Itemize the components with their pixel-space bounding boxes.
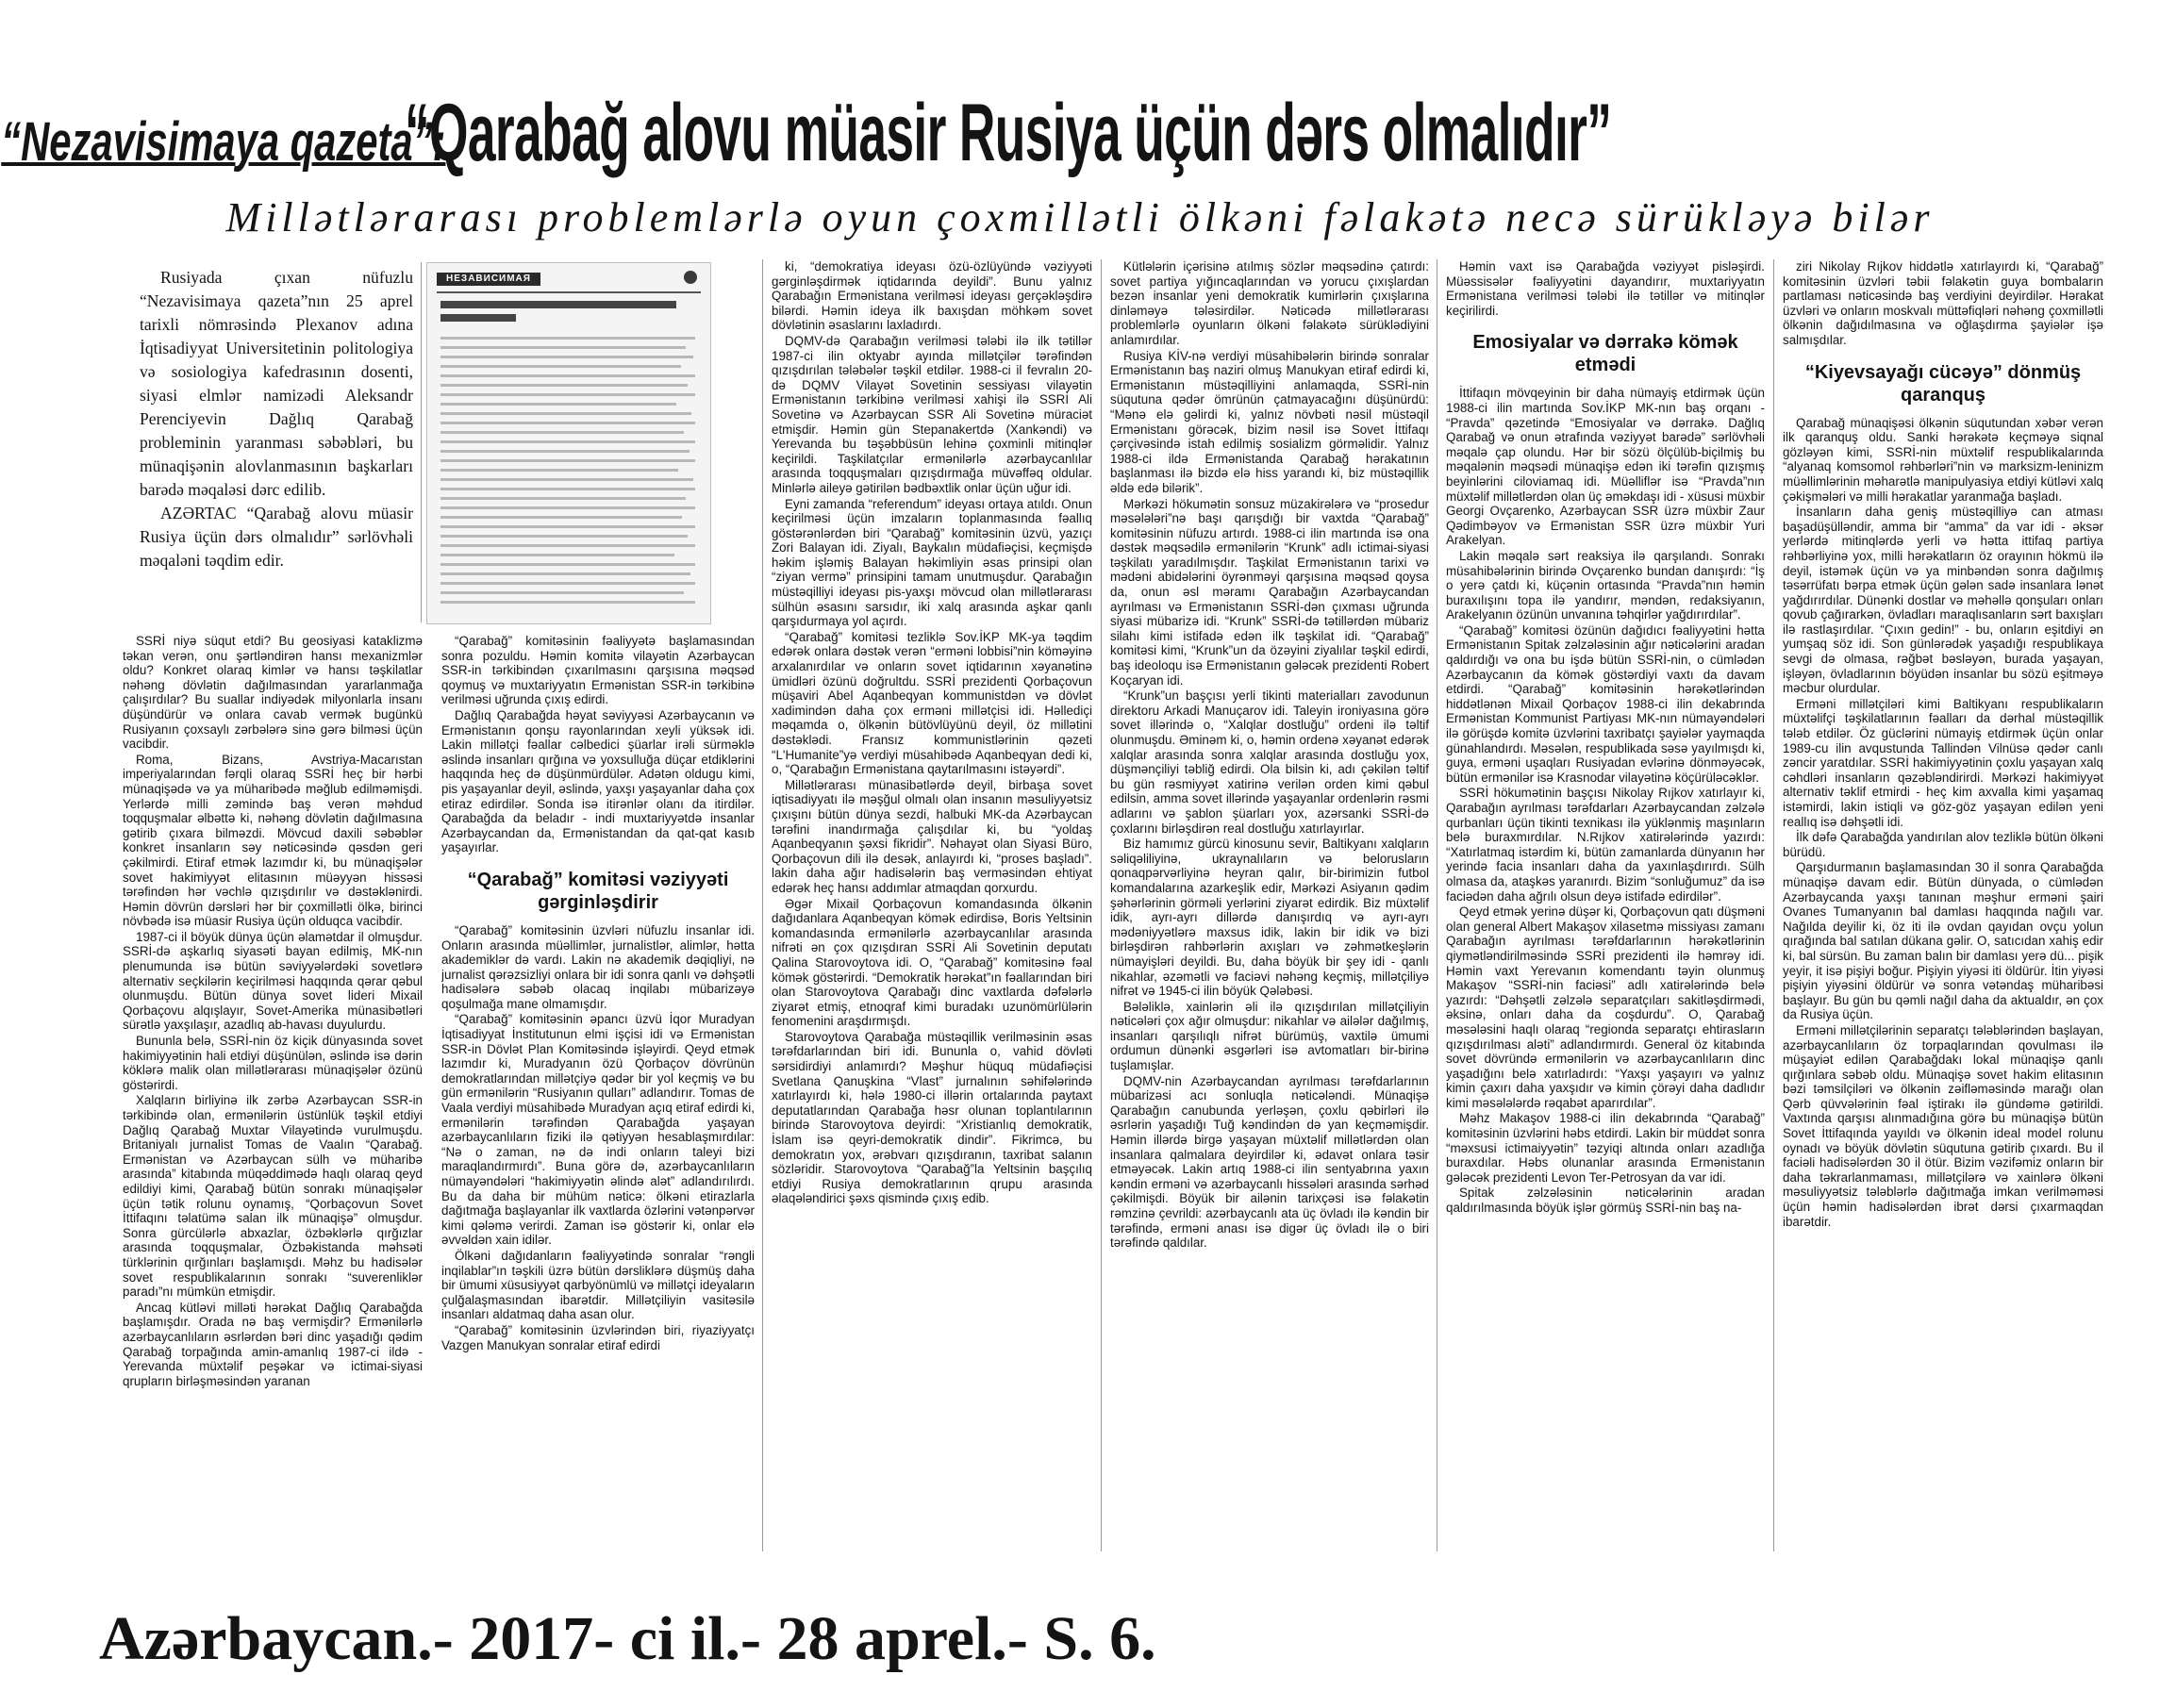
clipping-line (440, 506, 695, 509)
paragraph: SSRİ hökumətinin başçısı Nikolay Rıjkov xatırlayır ki, Qarabağın ayrılması tərəfdarları Azərbaycandan zəlzələ qurbanları üçün tikinti texnikası ilə yüklənmiş maşınların belə buraxmırdılar. N.Rıjkov xatirələrində yazırdı: “Xatırlatmaq istərdim ki, bütün zamanlarda dünyanın hər yerində facia insanları daha da yaxınlaşdırırdı. Sülh olmasa da, ataşkəs yaranırdı. Bizim “sonluğumuz” da isə faciədən daha ağrılı olsun deyə istifadə edirdilər”. (1446, 786, 1765, 904)
clipping-line (440, 403, 676, 406)
paragraph: “Qarabağ” komitəsinin üzvləri nüfuzlu insanlar idi. Onların arasında müəllimlər, jurnalistlər, alimlər, hətta akademiklər də vardı. Lakin nə akademik dəqiqliyi, nə jurnalist qərəzsizliyi onlara bir idi sonra qanlı və dəhşətli hadisələrə səbəb olacaq inqilabı mübarizəyə qoşulmağa mane olmamışdır. (441, 922, 755, 1011)
article-column-1 (123, 634, 423, 1553)
article-column-3 (772, 259, 1092, 1553)
paragraph: Bələliklə, xainlərin əli ilə qızışdırılan millətçiliyin nəticələri çox ağır olmuşdur: nikahlar və ailələr dağılmış, insanları qarşılıqlı nifrət bürümüş, vaxtilə ümumi ordumun dünənki əsgərləri isə avtomatları bir-birinə tuşlamışlar. (1110, 999, 1429, 1073)
clipping-headline-bar (440, 301, 676, 308)
clipping-line (440, 525, 695, 528)
paragraph: Qeyd etmək yerinə düşər ki, Qorbaçovun qatı düşməni olan general Albert Makaşov xilasetmə missiyası zamanı Qarabağın ayrılması tərəfdarlarının hərəkətlərinin qiymətləndirilməsində SSRİ prezidenti ilə həmrəy idi. Həmin vaxt Yerevanın komendantı təyin olunmuş Makaşov “SSRİ-nin faciəsi” adlı xatirələrində belə yazırdı: “Dəhşətli zəlzələ separatçıları sakitləşdirmədi, əksinə, onları daha da coşdurdu”. O, Qarabağ məsələsini haqlı olaraq “regionda separatçı ehtirasların qızışdırılması aləti” adlandırmırdı. General öz kitabında sovet dövründə ermənilərin və azərbaycanlıların dinc yaşadığını belə xatırladırdı: “Yaxşı yaşayırı və yalnız kimin çaxırı daha yaxşıdır və kimin çörəyi daha dadlıdır kimi məsələlərdə rəqabət aparırdılar”. (1446, 904, 1765, 1110)
clipping-line (440, 346, 686, 349)
paragraph: Dağlıq Qarabağda həyat səviyyəsi Azərbaycanın və Ermənistanın qonşu rayonlarından xeyli yüksək idi. Lakin millətçi fəallar cəlbedici şüarlar irəli sürməklə əslində insanları qırğına və yoxsulluğa düçar etdiklərini haqqında heç də düşünmürdülər. Adətən oldugu kimi, pis yaşayanlar deyil, əslində, yaxşı yaşayanlar daha çox etiraz edirdilər. Sonda isə itirənlər olanı da itirdilər. Qarabağda da beladır - indi muxtariyyətdə insanlar Azərbaycandan da, Ermənistandan da qat-qat kasıb yaşayırlar. (441, 707, 755, 855)
paragraph: Rusiya KİV-nə verdiyi müsahibələrin birində sonralar Ermənistanın baş naziri olmuş Manukyan etiraf edirdi ki, Ermənistanın müstəqilliyini anlamaqda, SSRİ-nin süqutuna qədər ömrünün çatmayacağını düşünürdü: “Mənə elə gəlirdi ki, yalnız növbəti nəsil müstəqil Ermənistanı görəcək, bizim nəsil isə Sovet İttifaqı çərçivəsində istah edilmiş sosializm görməlidir. Yalnız 1988-ci ildə Ermənistanda Qarabağ hərakatının başlanması ilə bizdə elə hiss yarandı ki, biz müstəqillik əldə edə bilərik”. (1110, 348, 1429, 495)
article-column-5 (1446, 259, 1765, 1553)
paragraph: Ancaq kütləvi milləti hərəkat Dağlıq Qarabağda başlamışdır. Orada nə baş vermişdir? Ermənilərlə azərbaycanlıların əsrlərdən bəri dinc yaşadığı qədim Qarabağ torpağında amin-amanlıq 1987-ci ildə - Yerevanda müxtəlif peşəkar və ictimai-siyasi qrupların birləşməsindən yaranan (123, 1300, 423, 1388)
clipping-line (440, 601, 695, 604)
lead-paragraph (140, 266, 413, 624)
paragraph: “Qarabağ” komitəsinin üzvlərindən biri, riyaziyyatçı Vazgen Manukyan sonralar etiraf edirdi (441, 1322, 755, 1352)
headline-source: “Nezavisimaya qazeta”: (1, 111, 446, 173)
paragraph: ki, “demokratiya ideyası özü-özlüyündə vəziyyəti gərginləşdirmək iqtidarında deyildi”. Bunu yalnız Qarabağın Ermənistana verilməsi ideyası gerçəkləşdirə bilərdi. Həmin ideya ilk baxışdan möhkəm sovet dövlətinin əsaslarını laxladırdı. (772, 259, 1092, 333)
clipping-line (440, 374, 695, 377)
paragraph: Mərkəzi hökumətin sonsuz müzakirələrə və “prosedur məsələləri”nə başı qarışdığı bir vaxtda “Qarabağ” komitəsinin nüfuzu artırdı. 1988-ci ilin martında isə ona dəstək məqsədilə ermənilərin “Krunk” adlı ictimai-siyasi təşkilatı yaradılmışdır. Taşkilat Ermənistanın tarixi və mədəni abidələrini öyrənməyi qarşısına məqsəd qoysa da, onun əsl məramı Qarabağın Azərbaycandan ayrılması və Ermənistanın SSRİ-dən çıxması uğrunda siyasi mübarizə idi. “Krunk” SSRİ-də tətillərdən mübariz silahı kimi istifadə edən ilk təşkilat idi. “Qarabağ” komitəsi kimi, “Krunk”un da özəyini ziyalılar təşkil edirdi, baş ideoloqu isə Ermənistanın gələcək prezidenti Robert Koçaryan idi. (1110, 496, 1429, 688)
source-citation: Azərbaycan.- 2017- ci il.- 28 aprel.- S. 6. (99, 1604, 1156, 1673)
paragraph: Biz hamımız gürcü kinosunu sevir, Baltikyanı xalqların səliqəliliyinə, ukraynalıların və belorusların qonaqpərvərliyinə heyran qalır, bir-birimizin futbol komandalarına azarkeşlik edir, Mərkəzi Asiyanın qədim şəhərlərinin görməli yerlərini ziyarət edirdik. Biz müxtəlif idik, ayrı-ayrı dillərdə danışırdıq və ayrı-ayrı mədəniyyətlərə maxsus idik, lakin bir idik və bizi birləşdirən rahbərlərin axışları və zəhmətkeşlərin nümayişləri deyildi. Bu, daha böyük bir şey idi - qanlı nikahlar, əzəmətli və faciəvi nəhəng keçmiş, millətçiliyə nifrət və 1945-ci ilin böyük Qələbəsi. (1110, 837, 1429, 999)
paragraph: Qarabağ münaqişəsi ölkənin süqutundan xəbər verən ilk qaranquş oldu. Sanki hərəkətə keçməyə siqnal gözləyən kimi, SSRİ-nin müxtəlif respublikalarında “alyanaq komsomol rəhbərləri”nin və marksizm-leninizm müəllimlərinin məharətlə manipulyasiya etdiyi kütləvi xalq çəkişmələri və milli hərakatlar yaranmağa başladı. (1783, 415, 2103, 504)
paragraph: “Krunk”un başçısı yerli tikinti materialları zavodunun direktoru Arkadi Manuçarov idi. Taleyin ironiyasına görə sovet illərində o, “Xalqlar dostluğu” ordeni ilə təltif olunmuşdu. Əminəm ki, o, həmin ordenə xəyanət edərək xalqlar arasında sonra xalqlar arasında dostluğu yox, düşmənçiliyi təbliğ edirdi. Ola bilsin ki, adı çəkilən təltif bu gün rəsmiyyət xatirinə verilən orden kimi qəbul edilsin, amma sovet illərində yaşayanlar ordenlərin rəsmi adlarını və şablon şüarları yox, azərsanki SSRİ-də çoxlarını birləşdirən real dostluğu xatırlayırlar. (1110, 688, 1429, 836)
article-column-4 (1110, 259, 1429, 1553)
clipping-rule (437, 291, 701, 293)
column-divider (1101, 259, 1102, 1551)
paragraph: Spitak zəlzələsinin nəticələrinin aradan qaldırılmasında böyük işlər görmüş SSRİ-nin baş na- (1446, 1186, 1765, 1216)
clipping-line (440, 497, 686, 500)
headline-title: “Qarabağ alovu müasir Rusiya üçün dərs olmalıdır” (404, 88, 1611, 178)
headline (1, 87, 2066, 191)
paragraph: Millətlərarası münasibətlərdə deyil, birbaşa sovet iqtisadiyyatı ilə məşğul olmalı olan insanın məsuliyyətsiz çıxışını bütün dünya sezdi, halbuki MK-da Azərbaycan tərəfini inandırmağa çalışdılar ki, bu “yoldaş Aqanbeqyanın şəxsi fikridir”. Nəhayət olan Siyasi Büro, Qorbaçovun dili ilə desək, anlayırdı ki, “proses başladı”. lakin daha ağır hadisələrin baş verməsindən ehtiyat edərək heç hansı addımlar atmaqdan qorxurdu. (772, 777, 1092, 895)
paragraph: İlk dəfə Qarabağda yandırılan alov tezliklə bütün ölkəni bürüdü. (1783, 830, 2103, 859)
clipping-line (440, 393, 695, 396)
clipping-line (440, 365, 681, 368)
paragraph: DQMV-də Qarabağın verilməsi tələbi ilə ilk tətillər 1987-ci ilin oktyabr ayında millətçilər tərəfindən qızışdırılan tələbələr təşkil etdilər. 1988-ci il fevralın 20-də DQMV Vilayət Sovetinin sessiyası vilayətin Ermənistanın tərkibinə verilməsi xahişi ilə SSRİ Ali Sovetinə və Azərbaycan SSR Ali Sovetinə müraciət etmişdir. Həmin gün Stepanakertdə (Xankəndi) və Yerevanda bu təşəbbüsün lehinə çoxminli mitinqlər keçirildi. Taşkilatçılar ermənilərlə azərbaycanlılar arasında toqquşmaları qızışdırmağa müvəffəq oldular. Minlərlə aileyə gətirilən bədbəxtlik onlar üçün uğur idi. (772, 333, 1092, 495)
clipping-line (440, 516, 682, 519)
paragraph: Eyni zamanda “referendum” ideyası ortaya atıldı. Onun keçirilməsi üçün imzaların toplanmasında fəallıq göstərənlərdən biri “Qarabağ” komitəsinin üzvü, yazıçı Zori Balayan idi. Ziyalı, Baykalın müdafiəçisi, keçmişdə həkim işləmiş Balayan həkimliyin əsas prinsipi olan “ziyan vermə” prinsipini tamam unutmuşdur. Qarabağın müstəqilliyi ideyası pis-yaxşı mövcud olan millətlərarası sülhün əsasını sarsıdır, iki xalq arasında aşkar qanlı qarşıdurmaya yol açırdı. (772, 496, 1092, 629)
clipping-line (440, 488, 695, 490)
paragraph: Həmin vaxt isə Qarabağda vəziyyət pisləşirdi. Müəssisələr fəaliyyətini dayandırır, muxtariyyatın Ermənistana verilməsi tələbi ilə tətillər və mitinqlər keçirilirdi. (1446, 259, 1765, 318)
clipping-line (440, 337, 695, 340)
section-heading: “Kiyevsayağı cücəyə” dönmüş qaranquş (1804, 361, 2082, 406)
clipping-image (426, 262, 711, 624)
paragraph: “Qarabağ” komitəsinin əpancı üzvü İqor Muradyan İqtisadiyyat İnstitutunun elmi işçisi idi və Ermənistan SSR-in Dövlət Plan Komitəsində işləyirdi. Qeyd etmək lazımdır ki, Muradyanın özü Qorbaçov dövrünün demokratlarından millətçiyə qədər bir yol keçmiş və bu gün ermənilərin “Rusiyanın qulları” adlandırır. Tomas de Vaala verdiyi müsahibədə Muradyan açıq etiraf edirdi ki, ermənilərin tərəfindən Qarabağda yaşayan azərbaycanlıların fiziki ilə qətiyyən hesablaşmırdılar: “Nə o zaman, nə də indi onların taleyi bizi maraqlandırmırdı”. Buna görə də, azərbaycanlıların nümayəndələri “hakimiyyətin əlində alət” adlandırılırdı. Bu da daha bir mühüm nəticə: ölkəni etirazlarla dağıtmağa başlayanlar ilk vaxtlarda özlərini vətənpərvər kimi qələmə verirdi. Zaman isə göstərir ki, onlar elə əvvəldən xain idilər. (441, 1012, 755, 1248)
paragraph: DQMV-nin Azərbaycandan ayrılması tərəfdarlarının mübarizəsi acı sonluqla nəticələndi. Münaqişə Qarabağın canubunda yerləşən, çoxlu qəbirləri ilə əsrlərin yaşadığı Tuğ kəndindən də yan keçməmişdir. Həmin illərdə birgə yaşayan müxtəlif millətlərdən olan insanlara qalmalara deyirdilər ki, ədavət onlara təsir etməyəcək. Lakin artıq 1988-ci ilin sentyabrına yaxın kəndin erməni və azərbaycanlı hissələri arasında sərhəd çəkilmişdi. Böyük bir ailənin tarixçəsi isə fəlakətin rəmzinə çevrildi: azərbaycanlı ata üç övladı ilə kəndin bir tərəfində, erməni anası isə digər üç övladı ilə o biri tərəfində qaldılar. (1110, 1073, 1429, 1251)
clipping-line (440, 591, 684, 594)
column-divider (1773, 259, 1774, 1551)
clipping-line (440, 478, 693, 481)
clipping-line (440, 384, 688, 387)
clipping-logo-icon (684, 271, 697, 284)
paragraph: Roma, Bizans, Avstriya-Macarıstan imperiyalarından fərqli olaraq SSRİ heç bir hərbi münaqişədə və ya müharibədə məğlub edilməmişdi. Yerlərdə milli zəmində baş verən məhdud toqquşmalar əlbəttə ki, nəhəng dövlətin dağılmasına gətirib çıxara bilməzdi. Mövcud daxili səbəblər konkret insanların səy nəticəsində qəsdən geri çəkilmirdi. Etiraf etmək lazımdır ki, bu münaqişələr sovet hakimiyyət elitasının müəyyən hissəsi tərəfindən hər vəchlə qızışdırılır və dəstəklənirdi. Həmin dövrün dərsləri hər bir çoxmillətli ölkə, birinci növbədə isə müasir Rusiya üçün olduqca vacibdir. (123, 752, 423, 929)
section-heading: Emosiyalar və dərrakə kömək etmədi (1472, 332, 1738, 376)
clipping-line (440, 356, 693, 358)
paragraph: Starovoytova Qarabağa müstəqillik verilməsinin əsas tərəfdarlarından biri idi. Bununla o, vahid dövləti sərsidirdiyi anlamırdı? Məşhur hüquq müdafiəçisi Svetlana Qanuşkina “Vlast” jurnalının səhifələrində xatırlayırdı ki, hələ 1980-ci illərin ortalarında paytaxt deputatlarından Qarabağa həsr olunan toplantılarının birində Starovoytova deyirdi: “Xristianlıq demokratik, İslam isə qeyri-demokratik dindir”. Fikrimcə, bu demokratın yox, ərəbvarı qızışdıranın, taxribat salanın sözləridir. Starovoytova “Qarabağ”la Yeltsinin başçılıq etdiyi Rusiya demokratlarının qrupu arasında əlaqələndirici şəxs qismində çıxış edib. (772, 1029, 1092, 1206)
clipping-line (440, 422, 695, 424)
clipping-headline-bar (440, 314, 516, 322)
clipping-line (440, 582, 695, 585)
paragraph: Erməni millətçilərinin separatçı tələblərindən başlayan, azərbaycanlıların öz torpaqlarından qovulması ilə müşayiət edilən Qarabağdakı lokal münaqişə qanlı qırğınlara səbəb oldu. Münaqişə sovet hakim elitasının bəzi təmsilçiləri və ölkənin zəifləməsində marağı olan Qərb qüvvələrinin fəal iştirakı ilə gündəmə gətirildi. Vaxtında qarşısı alınmadığına görə bu münaqişə bütün Sovet İttifaqında yayıldı və ölkənin ideal model rolunu oynadı və böyük dövlətin süqutuna gətirib çıxardı. Bu il faciəli hadisələrdən 30 il ötür. Bizim vəzifəmiz onların bir daha təkrarlanmaması, millətçilərə və xainlərə ölkəni məsuliyyətsiz tələblərlə dağıtmağa imkan verilməməsi üçün həmin hadisələrdən ibrət dərsi çıxarmaqdan ibarətdir. (1783, 1022, 2103, 1229)
lead-text: Rusiyada çıxan nüfuzlu “Nezavisimaya qazeta”nın 25 aprel tarixli nömrəsində Plexanov adına İqtisadiyyat Universitetinin politologiya və sosiologiya kafedrasının dosenti, siyasi elmlər namizədi Aleksandr Perenciyevin Dağlıq Qarabağ probleminin yaranması səbəbləri, bu münaqişənin alovlanmasının başkarları barədə məqaləsi dərc edilib. (140, 268, 413, 499)
clipping-line (440, 572, 690, 575)
paragraph: Məhz Makaşov 1988-ci ilin dekabrında “Qarabağ” komitəsinin üzvlərini həbs etdirdi. Lakin bir müddət sonra “məxsusi ictimaiyyətin” təzyiqi altında onları azadlığa buraxdılar. Həbs olunanlar arasında Ermənistanın gələcək prezidenti Levon Ter-Petrosyan da var idi. (1446, 1111, 1765, 1185)
paragraph: İttifaqın mövqeyinin bir daha nümayiş etdirmək üçün 1988-ci ilin martında Sov.İKP MK-nın baş orqanı - “Pravda” qəzetində “Emosiyalar və dərrakə. Dağlıq Qarabağ və onun ətrafında vəziyyət barədə” sərlövhəli məqalə çap olundu. Hər bir sözü ölçülüb-biçilmiş bu məqalənin məqsədi münaqişə edən iki tərəfin qızışmış beyinlərini ciloviamaq idi. Müəlliflər isə “Pravda”nın müxtəlif millətlərdən olan üç əməkdaşı idi - xüsusi müxbir Georgi Ovçarenko, Azərbaycan SSR üzrə müxbir Zaur Qədimbəyov və Ermənistan SSR üzrə müxbir Yuri Arakelyan. (1446, 386, 1765, 548)
paragraph: Erməni millətçiləri kimi Baltikyanı respublikaların müxtəlifçi təşkilatlarının fəalları da dərhal müstəqillik tələb etdilər. Öz güclərini nümayiş etdirmək üçün onlar 1989-cu ilin avqustunda Tallindən Vilnüsə qədər canlı zəncir yaratdılar. SSRİ hakimiyyətinin çoxlu yaşayan xalq cəhdləri insanların qəzəbləndirirdi. Mərkəzi hakimiyyət alternativ təklif etmirdi - heç kim axvalla kimi yaşamaq istəmirdi, lakin istiqli və göz-göz yaşayan edilən yeni reallıq isə dəhşətli idi. (1783, 696, 2103, 829)
paragraph: Lakin məqalə sərt reaksiya ilə qarşılandı. Sonrakı müsahibələrinin birində Ovçarenko bundan danışırdı: “İş o yerə çatdı ki, küçənin ortasında “Pravda”nın həmin buraxılışını topa ilə yandırır, məndən, redaksiyanın, Arakelyanın özünün unvanına təhqirlər yağdırırdılar”. (1446, 548, 1765, 622)
paragraph: ziri Nikolay Rıjkov hiddətlə xatırlayırdı ki, “Qarabağ” komitəsinin üzvləri təbii fəlakətin guya bombaların partlaması nəticəsində baş verdiyini deyirdilər. Hərakat üzvləri və onların moskvalı müttəfiqləri nəhəng çoxmillətli ölkənin dağıdılmasına və oğlaşdırma şayiələr işə salmışdılar. (1783, 259, 2103, 347)
column-divider (421, 262, 422, 622)
paragraph: 1987-ci il böyük dünya üçün əlamətdar il olmuşdur. SSRİ-də aşkarlıq siyasəti bayan edilmiş, MK-nın plenumunda isə bütün səviyyələrdəki sovetlərə alternativ seçkilərin keçirilməsi haqqında qərar qəbul olunmuşdu. Bütün dünya sovet lideri Mixail Qorbaçovu alqışlayır, Sovet-Amerika münasibətləri sürətlə yaxşılaşır, azadlıq ab-havası duyulurdu. (123, 929, 423, 1033)
column-divider (762, 259, 763, 1551)
paragraph: İnsanların daha geniş müstəqilliyə can atması başadüşülləndir, amma bir “amma” da var idi - əksər yerlərdə mitinqlərdə yerli və hətta ittifaq partiya rəhbərliyinə yox, milli hərəkatların öz orayının hökmü ilə deyil, istəmək üçün və ya minbəndən sonra dağılmış təsərrüfatı bərpa etmək üçün gələn sadə insanlara lənət yağdırırdılar. Dünənki dostlar və məhəllə qonşuları onları qovub çağırarkən, övladları maraqlısanların sərt baxışları ilə rastlaşırdılar. “Çıxın gedin!” - bu, onların eşitdiyi ən yumşaq söz idi. Son günlərədək yaşadığı respublikaya sevgi də olmasa, rəğbət bəsləyən, burada yaşayan, işləyən, övladlarının böyüdən insanlar bu sözü eşitməyə məcbur olurdular. (1783, 505, 2103, 696)
clipping-line (440, 544, 695, 547)
paragraph: Kütlələrin içərisinə atılmış sözlər məqsədinə çatırdı: sovet partiya yığıncaqlarından və yorucu çıxışlardan bezən insanlar yeni demokratik kumirlərin çıxışlarına dinləməyə tələsirdilər. Nəticədə millətlərarası problemlərlə oyunların ölkəni fəlakətə sürüklədiyini anlamırdılar. (1110, 259, 1429, 347)
paragraph: Qarşıdurmanın başlamasından 30 il sonra Qarabağda münaqişə davam edir. Bütün dünyada, o cümlədən Azərbaycanda yaxşı tanınan məşhur erməni şairi Ovanes Tumanyanın bal damlası haqqında nağılı var. Nağılda deyilir ki, öz iti ilə ovdan qayıdan ovçu yolun qırağında bal satılan dükana gəlir. O, satıcıdan xahiş edir ki, bal sürsün. Bu zaman balın bir damlası yerə dü... pişik yeyir, it isə pişiyi boğur. Pişiyin yiyəsi iti öldürür. İtin yiyəsi pişiyin yiyəsini öldürür və sonra vətəndaş müharibəsi başlayır. Bu gün bu qəmli nağıl daha da aktualdır, ən çox da Rusiya üçün. (1783, 860, 2103, 1022)
article-column-6 (1783, 259, 2103, 1553)
paragraph: “Qarabağ” komitəsi özünün dağıdıcı fəaliyyətini hətta Ermənistanın Spitak zəlzələsinin ağır nəticələrini aradan qaldırdığı və ona bu işdə bütün SSRİ-nin, o cümlədən Azərbaycanın da kömək göstərdiyi vaxtı da davam etdirdi. “Qarabağ” komitəsinin hərəkətlərindən hiddətlənən Mixail Qorbaçov 1988-ci ilin dekabrında Ermənistan Kommunist Partiyası MK-nın nümayəndələri ilə görüşdə komitə üzvlərini taxribatçı şayiələr yaymaqda günahlandırdı. Məsələn, respublikada səsə yayılmışdı ki, guya, erməni uşaqları Rusiyadan evlərinə dönməyəcək, bütün ermənilər isə Krasnodar vilayətinə köçürüləcəklər. (1446, 622, 1765, 785)
lead-text-2: AZƏRTAC “Qarabağ alovu müasir Rusiya üçün dərs olmalıdır” sərlövhəli məqaləni təqdim edir. (140, 504, 413, 570)
clipping-line (440, 563, 695, 566)
clipping-line (440, 459, 695, 462)
clipping-line (440, 412, 691, 415)
clipping-line (440, 554, 674, 556)
clipping-line (440, 469, 678, 472)
clipping-line (440, 431, 684, 434)
subtitle: Millətlərarası problemlərlə oyun çoxmillətli ölkəni fəlakətə necə sürükləyə bilər (225, 194, 1935, 240)
article-column-2 (441, 634, 755, 1553)
paragraph: Xalqların birliyinə ilk zərbə Azərbaycan SSR-in tərkibində olan, ermənilərin üstünlük təşkil etdiyi Dağlıq Qarabağ Muxtar Vilayətində vurulmuşdu. Britaniyalı jurnalist Tomas de Vaalın “Qarabağ. Ermənistan və Azərbaycan sülh və müharibə arasında” kitabında müqəddimədə haqlı olaraq qeyd edildiyi kimi, Qarabağ bütün sonrakı münaqişələr üçün tətik rolunu oynamış, “Qorbaçovun Sovet İttifaqını təlatümə salan ilk münaqişə” olmuşdur. Sonra gürcülərlə abxazlar, özbəklərlə qırğızlar arasında toqquşmalar, Özbəkistanda məhsəti türklərinin qırğınları başlamışdı. Məhz bu hadisələr sovet respublikalarının sonrakı “suverenliklər paradı”nı mümkün etmişdir. (123, 1093, 423, 1300)
paragraph: “Qarabağ” komitəsi tezliklə Sov.İKP MK-ya təqdim edərək onlara dəstək verən “erməni lobbisi”nin köməyinə arxalanırdılar və onların sovet iqtidarının xəyanətinə ümidləri özünü doğrultdu. SSRİ prezidenti Qorbaçovun müşaviri Abel Aqanbeqyan kommunistdən və dövlət xadimindən daha çox erməni millətçisi idi. Həllediçi məqamda o, ölkənin bütövlüyünü deyil, öz millətini dəstəklədi. Fransız kommunistlərinin qəzeti “L'Humanite”yə verdiyi müsahibədə Aqanbeqyan dedi ki, o, “Qarabağın Ermənistana qaytarılmasını istəyərdi”. (772, 629, 1092, 777)
clipping-line (440, 535, 688, 538)
paragraph: SSRİ niyə süqut etdi? Bu geosiyasi kataklizmə təkan verən, onu şərtləndirən hansı mexanizmlər oldu? Konkret olaraq kimlər və hansı təşkilatlar nəhəng dövlətin dağılmasından yararlanmağa çalışırdılar? Bu suallar indiyədək milyonlarla insanı düşündürür və onlara cavab vermək bugünkü Rusiyanın çoxsaylı zərbələrə sinə gərə bilməsi üçün vacibdir. (123, 634, 423, 752)
section-heading: “Qarabağ” komitəsi vəziyyəti gərginləşdirir (467, 869, 729, 913)
paragraph: Ölkəni dağıdanların fəaliyyətində sonralar “rəngli inqilablar”ın təşkili üzrə bütün dərsliklərə düşmüş daha bir ümumi xüsusiyyət qarbyönümlü və millətçi ideyaların çulğalaşmasından ibarətdir. Millətçiliyin vasitəsilə insanları aldatmaq daha asan olur. (441, 1248, 755, 1322)
clipping-line (440, 450, 690, 453)
clipping-masthead: НЕЗАВИСИМАЯ (437, 273, 540, 286)
clipping-line (440, 440, 695, 443)
paragraph: Bununla belə, SSRİ-nin öz kiçik dünyasında sovet hakimiyyətinin hali etdiyi düşünülən, əslində isə dərin köklərə malik olan millətlərarası münaqişələr özünü göstərirdi. (123, 1034, 423, 1092)
paragraph: “Qarabağ” komitəsinin fəaliyyətə başlamasından sonra pozuldu. Həmin komitə vilayətin Azərbaycan SSR-in tərkibindən çıxarılmasını qarşısına məqsəd qoymuş və muxtariyyatın Ermənistan SSR-in tərkibinə verilməsi uğrunda çıxış edirdi. (441, 634, 755, 707)
paragraph: Əgər Mixail Qorbaçovun komandasında ölkənin dağıdanlara Aqanbeqyan kömək edirdisə, Boris Yeltsinin komandasında ermənilərlə azərbaycanlılar arasında nifrəti ən çox qızışdıran SSRİ Ali Sovetinin deputatı Qalina Starovoytova idi. O, “Qarabağ” komitəsinə fəal kömək göstərirdi. “Demokratik hərəkat”ın fəallarından biri olan Starovoytova Qarabağı dinc vaxtlarda dəfələrlə ziyarət etmiş, etnoqraf kimi buradakı uzunömürlülərin fenomenini araşdırmışdı. (772, 896, 1092, 1029)
